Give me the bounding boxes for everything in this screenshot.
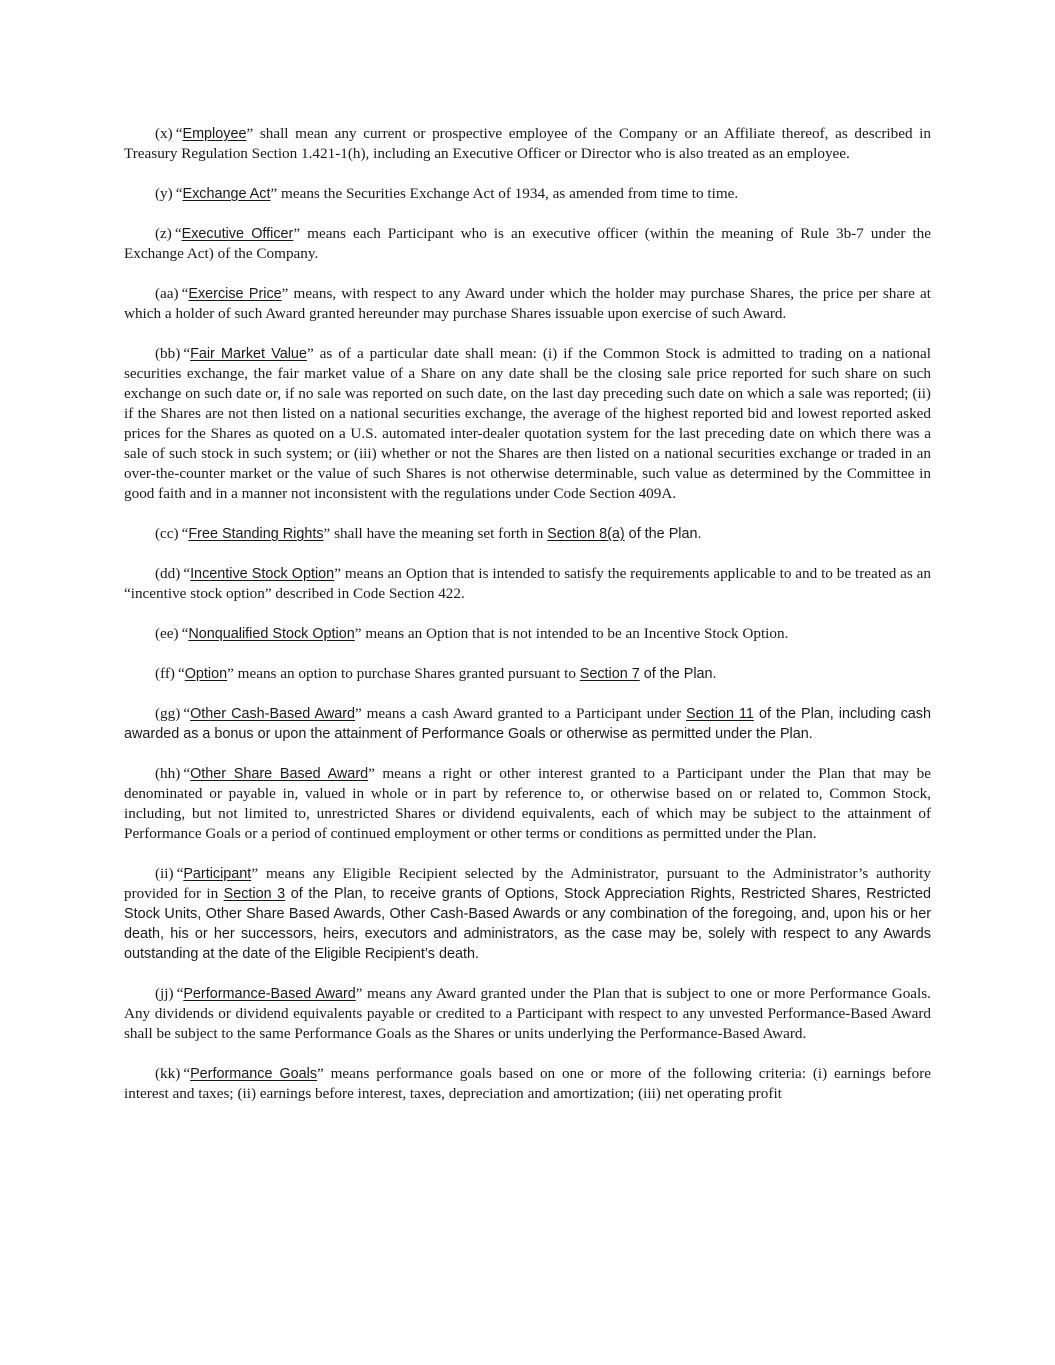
section-reference-link[interactable]: Section 11 (685, 706, 754, 722)
definition-other-share-based-award: (hh) “Other Share Based Award” means a right or other interest granted to a Participant under the Plan that may be denominated or payable in, valued in whole or in part by reference to, or otherwise based on or related to, Common Stock, including, but not limited to, unrestricted Shares or dividend equivalents, each of which may be subject to the attainment of Performance Goals or a period of continued employment or other terms or conditions as permitted under the Plan. (124, 765, 931, 842)
definition-text: means the Securities Exchange Act of 1934, as amended from time to time. (277, 185, 739, 202)
definition-incentive-stock-option: (dd) “Incentive Stock Option” means an Option that is intended to satisfy the requirements applicable to and to be treated as an “incentive stock option” described in Code Section 422. (124, 565, 932, 602)
definition-mark: (ff) (155, 665, 175, 682)
defined-term: Other Cash-Based Award (190, 706, 356, 722)
definition-tail: of the Plan. (639, 666, 717, 682)
definition-mark: (kk) (155, 1065, 181, 1082)
definition-participant: (ii) “Participant” means any Eligible Recipient selected by the Administrator, pursuant to the Administrator’s authority provided for in Section 3 of the Plan, to receive grants of Options, Stock Appreciation Rights, Restricted Shares, Restricted Stock Units, Other Share Based Awards, Other Cash-Based Awards or any combination of the foregoing, and, upon his or her death, his or her successors, heirs, executors and administrators, as the case may be, solely with respect to any Awards outstanding at the date of the Eligible Recipient’s death. (124, 865, 931, 962)
definition-text: means any Award granted under the Plan that is subject to one or more Performance Goals. Any dividends or dividend equivalents payable or credited to a Participant with respect to any unvested Performance-Based Award shall be subject to the same Performance Goals as the Shares or units underlying the Performance-Based Award. (124, 985, 931, 1042)
defined-term: Fair Market Value (190, 346, 307, 362)
definition-free-standing-rights: (cc) “Free Standing Rights” shall have the meaning set forth in Section 8(a) of the Plan. (155, 525, 702, 542)
definition-mark: (gg) (155, 705, 181, 722)
definition-text: means each Participant who is an executive officer (within the meaning of Rule 3b-7 under the Exchange Act) of the Company. (124, 225, 932, 262)
section-reference-link[interactable]: Section 8(a) (547, 526, 625, 542)
document-page (124, 124, 931, 1124)
definition-employee: (x) “Employee” shall mean any current or prospective employee of the Company or an Affiliate thereof, as described in Treasury Regulation Section 1.421-1(h), including an Executive Officer or Director who is also treated as an employee. (124, 125, 931, 162)
definition-fair-market-value: (bb) “Fair Market Value” as of a particular date shall mean: (i) if the Common Stock is admitted to trading on a national securities exchange, the fair market value of a Share on any date shall be the closing sale price reported for such share on such exchange on such date or, if no sale was reported on such date, on the last day preceding such date on which a sale was reported; (ii) if the Shares are not then listed on a national securities exchange, the average of the highest reported bid and lowest reported asked prices for the Shares as quoted on a U.S. automated inter-dealer quotation system for the last preceding date on which there was a sale of such stock in such system; or (iii) whether or not the Shares are then listed on a national securities exchange or traded in an over-the-counter market or the value of such Shares is not otherwise determinable, such value as determined by the Committee in good faith and in a manner not inconsistent with the regulations under Code Section 409A. (124, 345, 931, 502)
defined-term: Performance Goals (190, 1066, 318, 1082)
definition-tail: of the Plan. (624, 526, 702, 542)
definition-mark: (cc) (155, 525, 179, 542)
definition-text: shall have the meaning set forth in (330, 525, 548, 542)
definition-text: shall mean any current or prospective employee of the Company or an Affiliate thereof, as described in Treasury Regulation Section 1.421-1(h), including an Executive Officer or Director who is also treated as an employee. (124, 125, 931, 162)
definition-nonqualified-stock-option: (ee) “Nonqualified Stock Option” means an Option that is not intended to be an Incentive Stock Option. (155, 625, 789, 642)
definition-text: means an Option that is not intended to be an Incentive Stock Option. (361, 625, 789, 642)
definition-option: (ff) “Option” means an option to purchase Shares granted pursuant to Section 7 of the Plan. (155, 665, 717, 682)
definition-text: means a cash Award granted to a Participant under (361, 705, 686, 722)
defined-term: Exercise Price (188, 286, 282, 302)
defined-term: Exchange Act (182, 186, 271, 202)
defined-term: Executive Officer (181, 226, 294, 242)
definition-other-cash-based-award: (gg) “Other Cash-Based Award” means a cash Award granted to a Participant under Section 11 of the Plan, including cash awarded as a bonus or upon the attainment of Performance Goals or otherwise as permitted under the Plan. (124, 705, 932, 742)
definition-mark: (jj) (155, 985, 174, 1002)
definition-executive-officer: (z) “Executive Officer” means each Participant who is an executive officer (within the meaning of Rule 3b-7 under the Exchange Act) of the Company. (124, 225, 932, 262)
definition-performance-based-award: (jj) “Performance-Based Award” means any Award granted under the Plan that is subject to one or more Performance Goals. Any dividends or dividend equivalents payable or credited to a Participant with respect to any unvested Performance-Based Award shall be subject to the same Performance Goals as the Shares or units underlying the Performance-Based Award. (124, 985, 931, 1042)
definition-mark: (x) (155, 125, 173, 142)
definition-mark: (hh) (155, 765, 181, 782)
definition-mark: (z) (155, 225, 172, 242)
definition-text: means any Eligible Recipient selected by the Administrator, pursuant to the Administrator’s authority provided for in (124, 865, 931, 902)
definition-mark: (ii) (155, 865, 174, 882)
definition-text: means performance goals based on one or more of the following criteria: (i) earnings before interest and taxes; (ii) earnings before interest, taxes, depreciation and amortization; (iii) net operating profit (124, 1065, 931, 1102)
defined-term: Performance-Based Award (183, 986, 356, 1002)
defined-term: Free Standing Rights (188, 526, 324, 542)
definition-text: as of a particular date shall mean: (i) if the Common Stock is admitted to trading on a national securities exchange, the fair market value of a Share on any date shall be the closing sale price reported for such share on such exchange on such date or, if no sale was reported on such date, on the last day preceding such date on which a sale was reported; (ii) if the Shares are not then listed on a national securities exchange, the average of the highest reported bid and lowest reported asked prices for the Shares as quoted on a U.S. automated inter-dealer quotation system for the last preceding date on which there was a sale of such stock in such system; or (iii) whether or not the Shares are then listed on a national securities exchange or traded in an over-the-counter market or the value of such Shares is not otherwise determinable, such value as determined by the Committee in good faith and in a manner not inconsistent with the regulations under Code Section 409A. (124, 345, 931, 502)
definition-mark: (dd) (155, 565, 181, 582)
definition-text: means a right or other interest granted to a Participant under the Plan that may be denominated or payable in, valued in whole or in part by reference to, or otherwise based on or related to, Common Stock, including, but not limited to, unrestricted Shares or dividend equivalents, each of which may be subject to the attainment of Performance Goals or a period of continued employment or other terms or conditions as permitted under the Plan. (124, 765, 931, 842)
definition-performance-goals: (kk) “Performance Goals” means performance goals based on one or more of the following criteria: (i) earnings before interest and taxes; (ii) earnings before interest, taxes, depreciation and amortization; (iii) net operating profit (124, 1065, 931, 1102)
defined-term: Other Share Based Award (190, 766, 369, 782)
defined-term: Employee (182, 126, 247, 142)
definition-text: means an Option that is intended to satisfy the requirements applicable to and to be treated as an “incentive stock option” described in Code Section 422. (124, 565, 932, 602)
definition-text: means an option to purchase Shares granted pursuant to (233, 665, 580, 682)
definition-tail: of the Plan, to receive grants of Options, Stock Appreciation Rights, Restricted Shares, Restricted Stock Units, Other Share Based Awards, Other Cash-Based Awards or any combination of the foregoing, and, upon his or her death, his or her successors, heirs, executors and administrators, as the case may be, solely with respect to any Awards outstanding at the date of the Eligible Recipient’s death. (124, 886, 931, 962)
definition-text: means, with respect to any Award under which the holder may purchase Shares, the price per share at which a holder of such Award granted hereunder may purchase Shares issuable upon exercise of such Award. (124, 285, 932, 322)
defined-term: Incentive Stock Option (190, 566, 335, 582)
definition-mark: (ee) (155, 625, 179, 642)
defined-term: Participant (183, 866, 252, 882)
definition-exercise-price: (aa) “Exercise Price” means, with respect to any Award under which the holder may purchase Shares, the price per share at which a holder of such Award granted hereunder may purchase Shares issuable upon exercise of such Award. (124, 285, 932, 322)
section-reference-link[interactable]: Section 3 (223, 886, 286, 902)
defined-term: Nonqualified Stock Option (188, 626, 355, 642)
definition-exchange-act: (y) “Exchange Act” means the Securities Exchange Act of 1934, as amended from time to time. (155, 185, 739, 202)
definition-mark: (y) (155, 185, 173, 202)
definition-mark: (aa) (155, 285, 179, 302)
defined-term: Option (184, 666, 228, 682)
definition-tail: of the Plan, including cash awarded as a bonus or upon the attainment of Performance Goals or otherwise as permitted under the Plan. (124, 706, 932, 742)
section-reference-link[interactable]: Section 7 (579, 666, 640, 682)
definition-mark: (bb) (155, 345, 181, 362)
